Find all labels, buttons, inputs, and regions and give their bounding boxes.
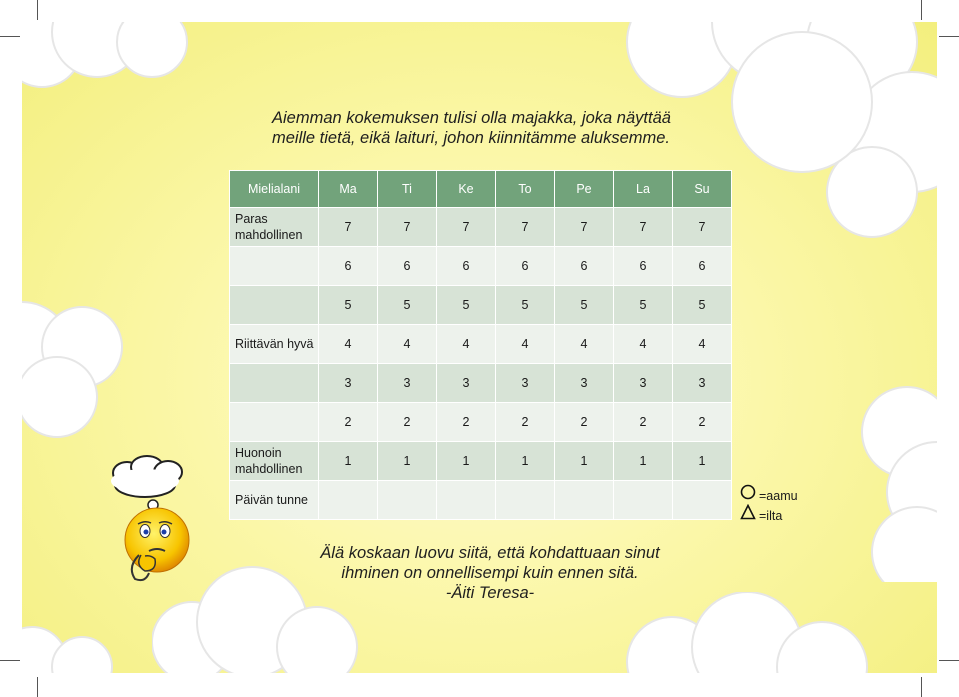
row-label xyxy=(230,247,319,286)
table-cell[interactable]: 6 xyxy=(496,247,555,286)
cloud-top-left xyxy=(22,22,192,102)
crop-mark-tr-v xyxy=(921,0,922,20)
triangle-icon xyxy=(740,504,756,520)
mood-table xyxy=(229,170,732,520)
table-cell[interactable]: 2 xyxy=(496,403,555,442)
header-day-pe: Pe xyxy=(555,171,614,208)
header-day-su: Su xyxy=(673,171,732,208)
row-label xyxy=(230,286,319,325)
table-cell[interactable]: 6 xyxy=(614,247,673,286)
table-cell[interactable]: 2 xyxy=(319,403,378,442)
table-cell[interactable]: 5 xyxy=(378,286,437,325)
bottom-quote xyxy=(290,543,690,603)
row-label: Huonoin mahdollinen xyxy=(230,442,319,481)
table-cell[interactable]: 5 xyxy=(437,286,496,325)
top-quote-line-2: meille tietä, eikä laituri, johon kiinnitämme aluksemme. xyxy=(272,129,670,147)
crop-mark-tr-h xyxy=(939,36,959,37)
table-cell[interactable] xyxy=(614,481,673,520)
crop-mark-br-v xyxy=(921,677,922,697)
crop-mark-tl-v xyxy=(37,0,38,20)
table-row xyxy=(230,481,732,520)
table-cell[interactable]: 6 xyxy=(378,247,437,286)
table-cell[interactable]: 5 xyxy=(555,286,614,325)
table-cell[interactable]: 4 xyxy=(673,325,732,364)
table-cell[interactable]: 1 xyxy=(614,442,673,481)
table-cell[interactable]: 3 xyxy=(496,364,555,403)
legend xyxy=(740,482,798,522)
row-label: Päivän tunne xyxy=(230,481,319,520)
header-day-ke: Ke xyxy=(437,171,496,208)
legend-evening xyxy=(740,502,798,522)
table-cell[interactable]: 7 xyxy=(673,208,732,247)
bottom-quote-author: -Äiti Teresa- xyxy=(445,584,535,602)
table-cell[interactable]: 6 xyxy=(437,247,496,286)
cloud-left-middle xyxy=(22,292,142,442)
table-cell[interactable] xyxy=(673,481,732,520)
table-cell[interactable]: 4 xyxy=(555,325,614,364)
table-cell[interactable]: 2 xyxy=(555,403,614,442)
table-cell[interactable]: 7 xyxy=(555,208,614,247)
table-cell[interactable]: 1 xyxy=(673,442,732,481)
legend-evening-label: =ilta xyxy=(759,509,783,523)
table-row xyxy=(230,286,732,325)
thinking-smiley-icon xyxy=(105,455,200,585)
table-cell[interactable]: 5 xyxy=(319,286,378,325)
table-cell[interactable]: 3 xyxy=(673,364,732,403)
table-cell[interactable]: 3 xyxy=(555,364,614,403)
table-row xyxy=(230,247,732,286)
table-cell[interactable]: 7 xyxy=(614,208,673,247)
crop-mark-tl-h xyxy=(0,36,20,37)
header-day-ti: Ti xyxy=(378,171,437,208)
table-row xyxy=(230,208,732,247)
table-cell[interactable]: 7 xyxy=(496,208,555,247)
table-cell[interactable]: 2 xyxy=(614,403,673,442)
row-label: Riittävän hyvä xyxy=(230,325,319,364)
top-quote-line-1: Aiemman kokemuksen tulisi olla majakka, joka näyttää xyxy=(272,109,671,127)
table-cell[interactable]: 1 xyxy=(496,442,555,481)
table-cell[interactable] xyxy=(319,481,378,520)
table-cell[interactable]: 4 xyxy=(614,325,673,364)
table-cell[interactable]: 2 xyxy=(673,403,732,442)
bottom-quote-line-2: ihminen on onnellisempi kuin ennen sitä. xyxy=(341,564,639,582)
table-cell[interactable]: 7 xyxy=(319,208,378,247)
table-cell[interactable]: 4 xyxy=(378,325,437,364)
table-cell[interactable] xyxy=(437,481,496,520)
table-cell[interactable]: 7 xyxy=(378,208,437,247)
header-day-to: To xyxy=(496,171,555,208)
bottom-quote-line-1: Älä koskaan luovu siitä, että kohdattuaan sinut xyxy=(320,544,660,562)
table-cell[interactable] xyxy=(496,481,555,520)
legend-morning-label: =aamu xyxy=(759,489,798,503)
table-row xyxy=(230,364,732,403)
crop-mark-br-h xyxy=(939,660,959,661)
header-day-ma: Ma xyxy=(319,171,378,208)
table-cell[interactable]: 2 xyxy=(378,403,437,442)
table-cell[interactable]: 2 xyxy=(437,403,496,442)
cloud-bottom-right xyxy=(622,592,872,673)
table-cell[interactable]: 1 xyxy=(378,442,437,481)
legend-morning xyxy=(740,482,798,502)
table-cell[interactable]: 3 xyxy=(378,364,437,403)
table-cell[interactable]: 6 xyxy=(319,247,378,286)
table-cell[interactable]: 4 xyxy=(319,325,378,364)
table-cell[interactable]: 3 xyxy=(437,364,496,403)
table-cell[interactable]: 4 xyxy=(437,325,496,364)
table-row xyxy=(230,325,732,364)
circle-icon xyxy=(740,484,756,500)
table-cell[interactable]: 7 xyxy=(437,208,496,247)
table-cell[interactable]: 5 xyxy=(496,286,555,325)
table-cell[interactable]: 6 xyxy=(673,247,732,286)
cloud-right-middle xyxy=(837,382,937,582)
table-cell[interactable]: 4 xyxy=(496,325,555,364)
table-cell[interactable] xyxy=(378,481,437,520)
row-label: Paras mahdollinen xyxy=(230,208,319,247)
row-label xyxy=(230,364,319,403)
table-cell[interactable]: 3 xyxy=(614,364,673,403)
header-mood-label: Mielialani xyxy=(230,171,319,208)
table-cell[interactable]: 1 xyxy=(319,442,378,481)
crop-mark-bl-v xyxy=(37,677,38,697)
cloud-bottom-far-left xyxy=(22,612,122,673)
table-cell[interactable]: 1 xyxy=(555,442,614,481)
table-cell[interactable]: 6 xyxy=(555,247,614,286)
row-label xyxy=(230,403,319,442)
table-row xyxy=(230,403,732,442)
table-cell[interactable]: 5 xyxy=(614,286,673,325)
crop-mark-bl-h xyxy=(0,660,20,661)
table-cell[interactable]: 5 xyxy=(673,286,732,325)
table-cell[interactable]: 1 xyxy=(437,442,496,481)
table-cell[interactable] xyxy=(555,481,614,520)
header-day-la: La xyxy=(614,171,673,208)
table-header-row xyxy=(230,171,732,208)
table-cell[interactable]: 3 xyxy=(319,364,378,403)
table-row xyxy=(230,442,732,481)
top-quote xyxy=(272,108,712,148)
